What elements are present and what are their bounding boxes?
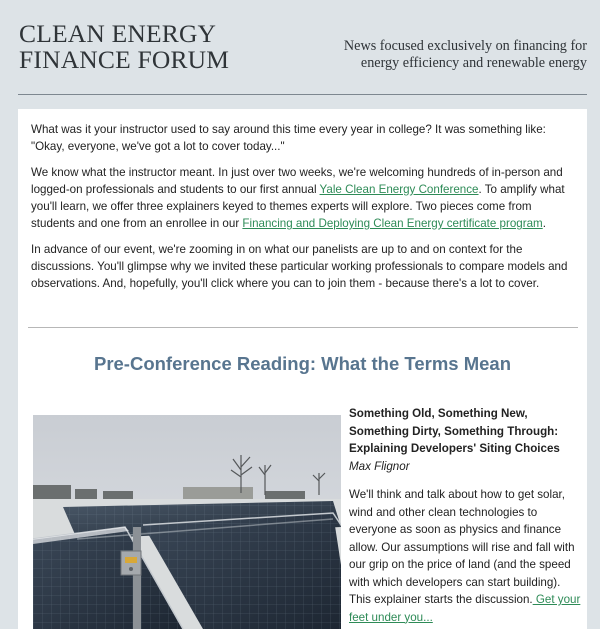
intro-paragraph-3: In advance of our event, we're zooming in on what our panelists are up to and on context for the discussions. You'll glimpse why we invited these particular working professionals to compare models and observations. And, hopefully, you'll click where you can to join them - because there's a lot to cover. xyxy=(31,243,568,290)
site-logo[interactable] xyxy=(19,21,229,73)
logo-line-2: FINANCE FORUM xyxy=(19,45,230,74)
article-body-text: We'll think and talk about how to get solar, wind and other clean technologies to everyone as soon as physics and finance allow. Our assumptions will rise and fall with our grip on the price of land (and the speed with which developers can start building). This explainer starts the discussion. xyxy=(349,488,575,606)
article-teaser xyxy=(349,405,585,626)
solar-panels-image xyxy=(33,415,341,629)
intro-p2-text-a: We know what the instructor meant. In just over two weeks, we're welcoming hundreds of in-person and logged-on professionals and students to our first annual xyxy=(31,166,563,196)
conference-link[interactable]: Yale Clean Energy Conference xyxy=(319,183,479,196)
tagline-line-1: News focused exclusively on financing for xyxy=(343,38,587,54)
read-more-link[interactable]: Get your feet under you... xyxy=(349,593,581,624)
intro-p2-text-b: . To amplify what you'll learn, we offer three explainers keyed to themes experts will explore. Two pieces come from students and one from an enrollee in our xyxy=(31,183,565,230)
logo-line-1: CLEAN ENERGY xyxy=(19,19,217,48)
tagline-line-2: energy efficiency and renewable energy xyxy=(360,55,587,71)
article-title[interactable]: Something Old, Something New, Something Dirty, Something Through: Explaining Developers' Siting Choices xyxy=(349,407,560,455)
solar-panels-photo[interactable] xyxy=(33,415,341,629)
section-divider xyxy=(28,327,578,328)
certificate-program-link[interactable]: Financing and Deploying Clean Energy certificate program xyxy=(242,217,543,230)
intro-section xyxy=(31,121,576,301)
intro-p2-text-c: . xyxy=(542,217,546,230)
tagline xyxy=(344,38,587,72)
article-author: Max Flignor xyxy=(349,459,410,473)
intro-paragraph-1: What was it your instructor used to say around this time every year in college? It was something like: "Okay, everyone, we've got a lot to cover today..." xyxy=(31,123,546,153)
newsletter-card xyxy=(18,109,587,629)
header xyxy=(18,0,587,95)
intro-paragraph-2 xyxy=(31,164,576,232)
article-body xyxy=(349,486,585,626)
section-title: Pre-Conference Reading: What the Terms Mean xyxy=(93,353,511,374)
